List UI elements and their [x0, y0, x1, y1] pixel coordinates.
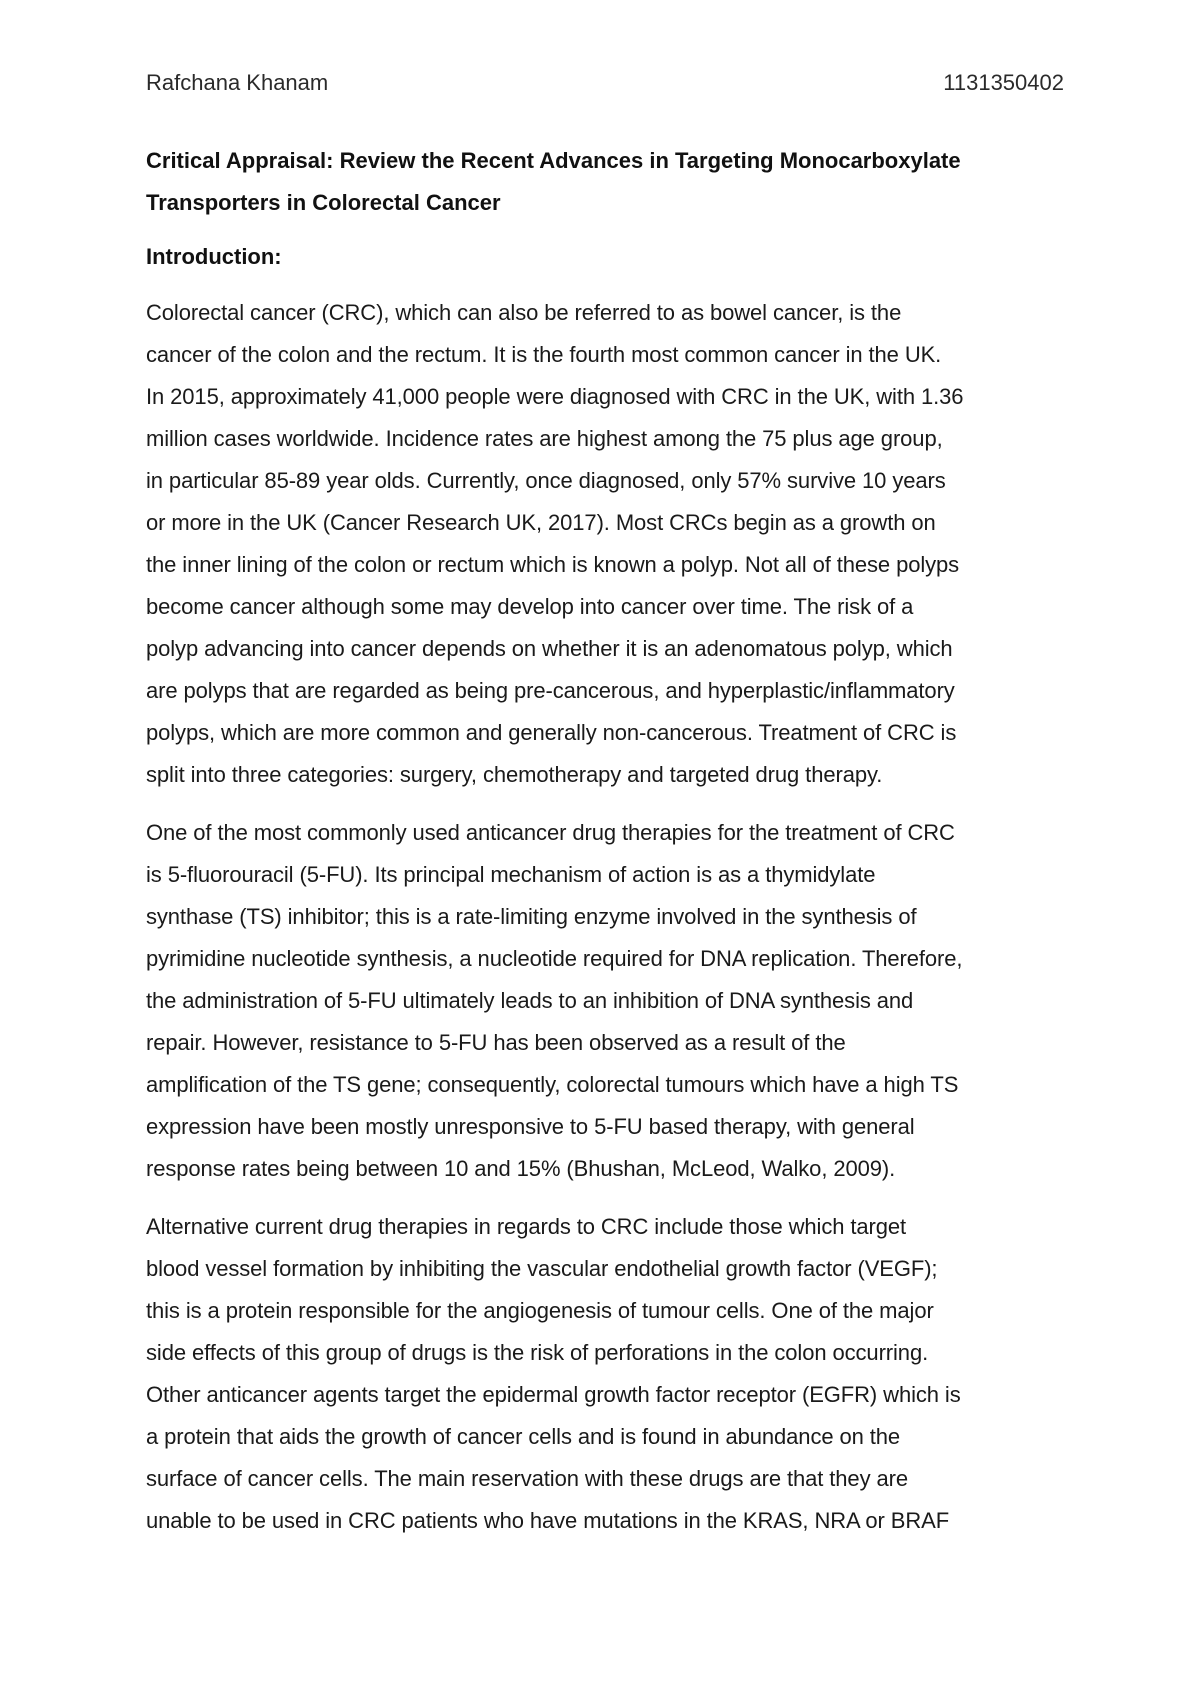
text-line: repair. However, resistance to 5-FU has been observed as a result of the	[146, 1030, 846, 1055]
text-line: the administration of 5-FU ultimately leads to an inhibition of DNA synthesis and	[146, 988, 914, 1013]
text-line: Alternative current drug therapies in regards to CRC include those which target	[146, 1214, 907, 1239]
text-line: side effects of this group of drugs is the risk of perforations in the colon occurring.	[146, 1340, 929, 1365]
text-line: One of the most commonly used anticancer drug therapies for the treatment of CRC	[146, 820, 955, 845]
text-line: the inner lining of the colon or rectum which is known a polyp. Not all of these polyps	[146, 552, 960, 577]
title-line: Transporters in Colorectal Cancer	[146, 190, 501, 215]
text-line: Colorectal cancer (CRC), which can also be referred to as bowel cancer, is the	[146, 300, 902, 325]
text-line: is 5-fluorouracil (5-FU). Its principal mechanism of action is as a thymidylate	[146, 862, 876, 887]
author-name: Rafchana Khanam	[146, 70, 329, 95]
paragraph-2	[146, 812, 1066, 1190]
text-line: or more in the UK (Cancer Research UK, 2017). Most CRCs begin as a growth on	[146, 510, 936, 535]
document-title	[146, 140, 1066, 224]
text-line: polyp advancing into cancer depends on whether it is an adenomatous polyp, which	[146, 636, 953, 661]
text-line: this is a protein responsible for the angiogenesis of tumour cells. One of the major	[146, 1298, 934, 1323]
text-line: amplification of the TS gene; consequently, colorectal tumours which have a high TS	[146, 1072, 959, 1097]
paragraph-3	[146, 1206, 1066, 1542]
text-line: blood vessel formation by inhibiting the vascular endothelial growth factor (VEGF);	[146, 1256, 938, 1281]
text-line: surface of cancer cells. The main reservation with these drugs are that they are	[146, 1466, 908, 1491]
text-line: polyps, which are more common and generally non-cancerous. Treatment of CRC is	[146, 720, 957, 745]
section-heading-introduction: Introduction:	[146, 244, 282, 269]
text-line: cancer of the colon and the rectum. It is the fourth most common cancer in the UK.	[146, 342, 942, 367]
text-line: expression have been mostly unresponsive to 5-FU based therapy, with general	[146, 1114, 915, 1139]
document-body	[146, 140, 1066, 1558]
text-line: are polyps that are regarded as being pre-cancerous, and hyperplastic/inflammatory	[146, 678, 955, 703]
text-line: split into three categories: surgery, chemotherapy and targeted drug therapy.	[146, 762, 883, 787]
page-header	[146, 70, 1064, 100]
text-line: In 2015, approximately 41,000 people were diagnosed with CRC in the UK, with 1.36	[146, 384, 964, 409]
title-line: Critical Appraisal: Review the Recent Advances in Targeting Monocarboxylate	[146, 148, 961, 173]
text-line: become cancer although some may develop into cancer over time. The risk of a	[146, 594, 914, 619]
paragraph-1	[146, 292, 1066, 796]
text-line: million cases worldwide. Incidence rates are highest among the 75 plus age group,	[146, 426, 943, 451]
text-line: synthase (TS) inhibitor; this is a rate-limiting enzyme involved in the synthesis of	[146, 904, 917, 929]
text-line: a protein that aids the growth of cancer cells and is found in abundance on the	[146, 1424, 901, 1449]
text-line: Other anticancer agents target the epidermal growth factor receptor (EGFR) which is	[146, 1382, 961, 1407]
text-line: response rates being between 10 and 15% (Bhushan, McLeod, Walko, 2009).	[146, 1156, 896, 1181]
student-id: 1131350402	[943, 70, 1064, 95]
text-line: pyrimidine nucleotide synthesis, a nucleotide required for DNA replication. Therefore,	[146, 946, 963, 971]
text-line: in particular 85-89 year olds. Currently, once diagnosed, only 57% survive 10 years	[146, 468, 946, 493]
text-line: unable to be used in CRC patients who have mutations in the KRAS, NRA or BRAF	[146, 1508, 950, 1533]
